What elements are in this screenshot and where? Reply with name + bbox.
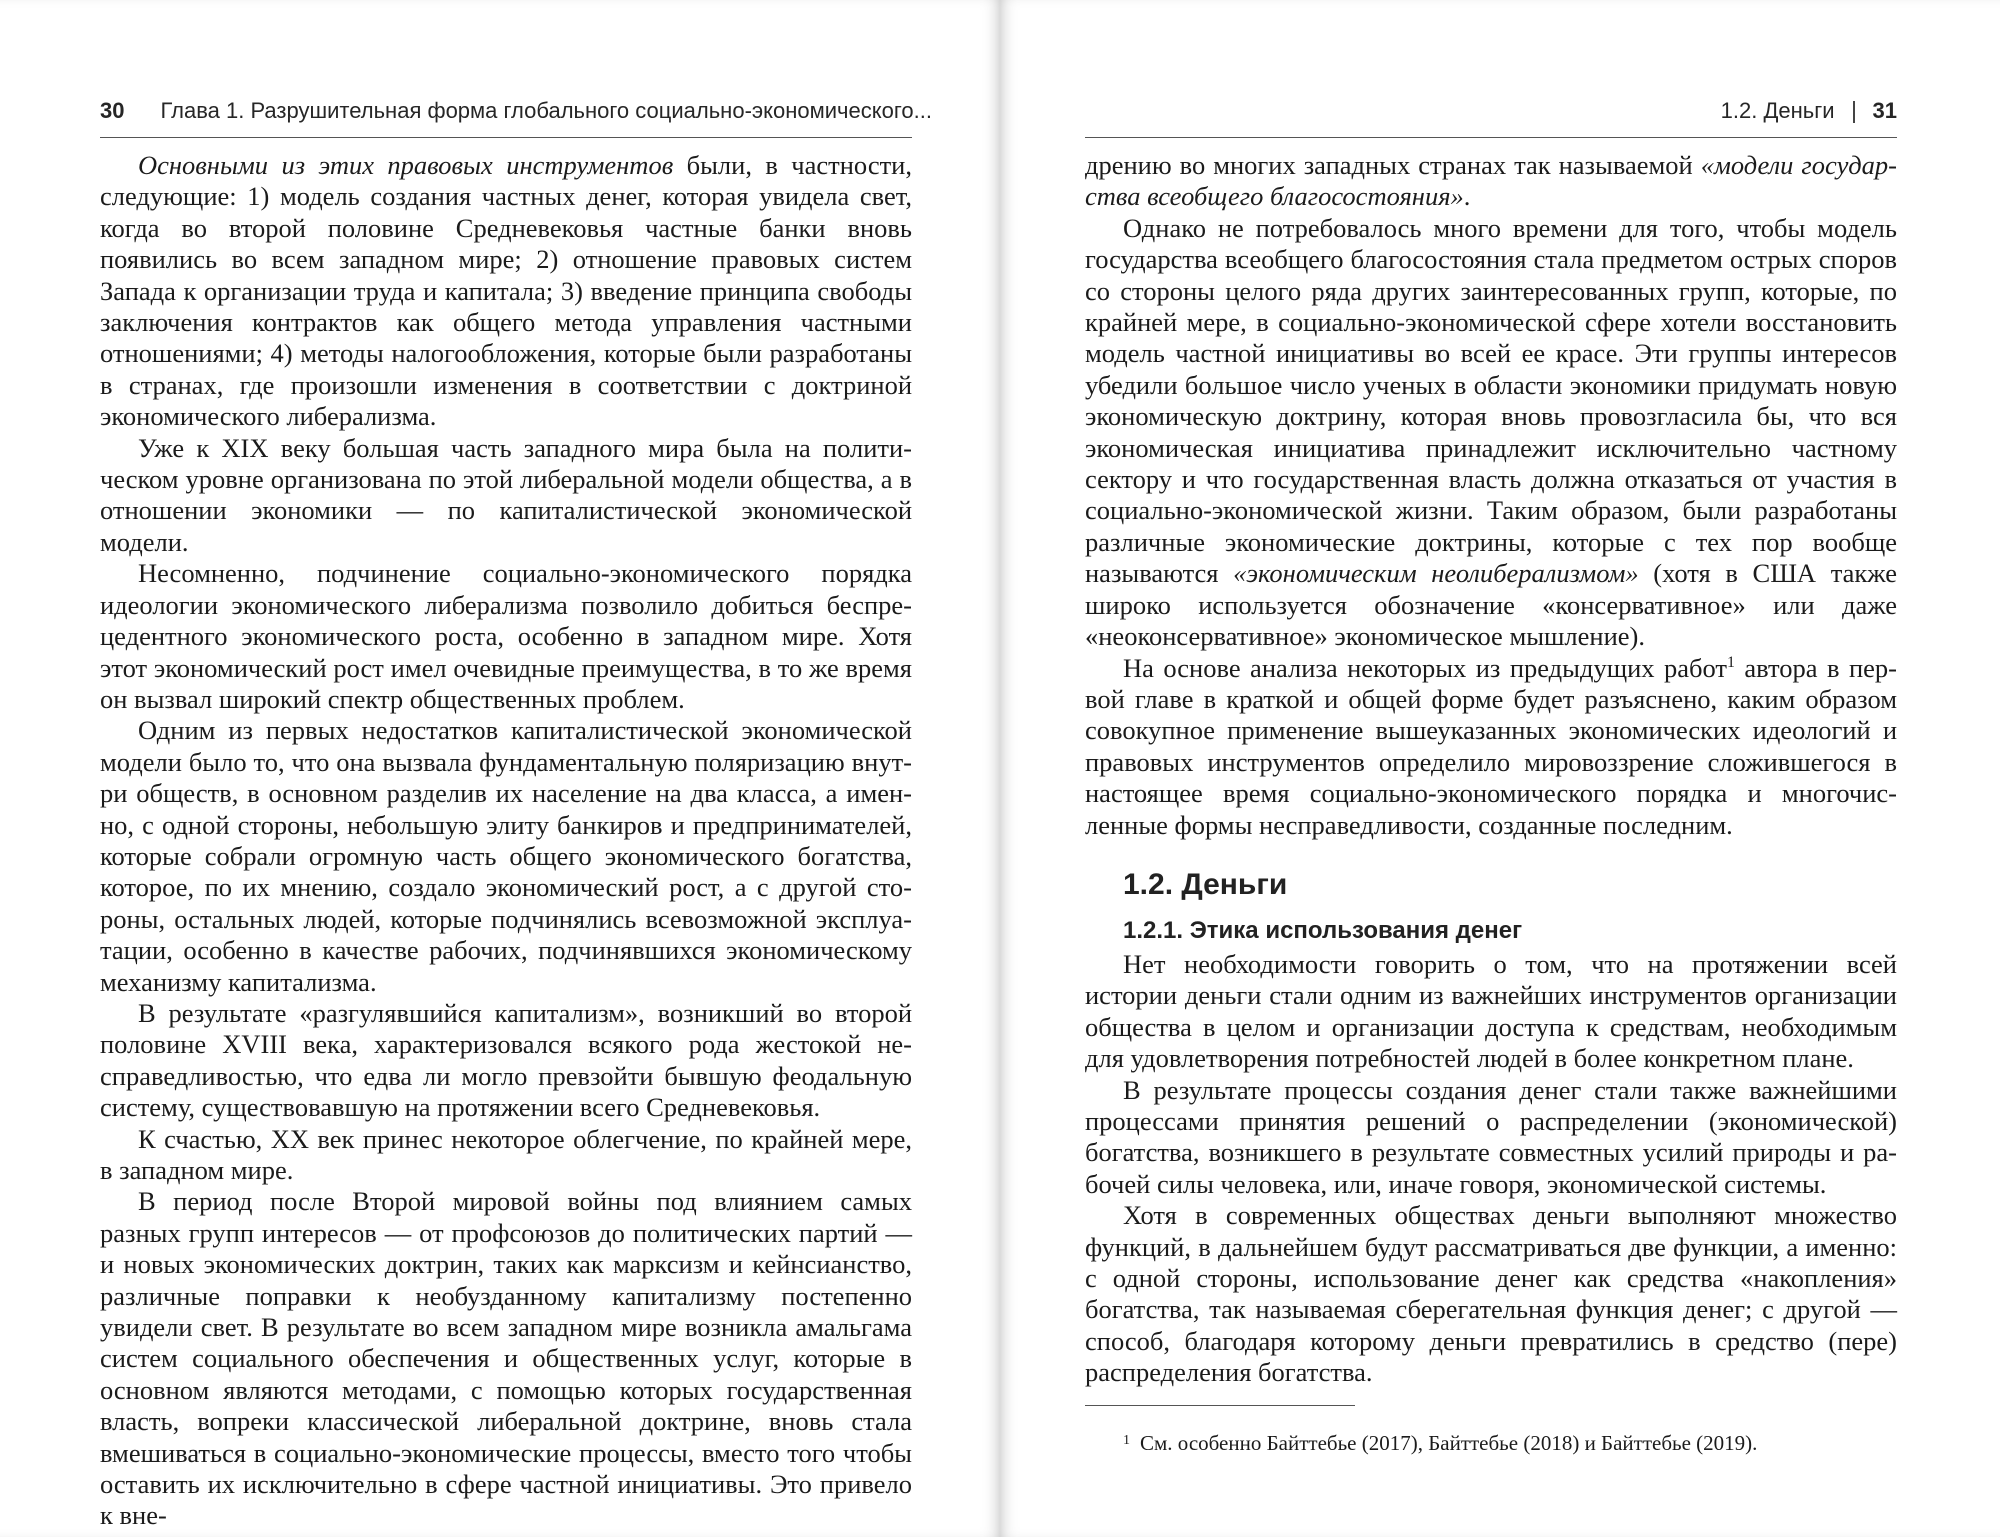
italic-phrase: «модели государства всеобщего благосостояния»	[1085, 150, 1897, 212]
footnote-divider	[1085, 1405, 1355, 1406]
footnote-reference[interactable]: 1	[1727, 653, 1735, 671]
chapter-title: Глава 1. Разрушительная форма глобального социально-экономического...	[160, 98, 932, 123]
section-heading: 1.2. Деньги	[1123, 867, 1288, 901]
footnote-marker: 1	[1123, 1433, 1130, 1448]
paragraph: Хотя в современных обществах деньги выполняют множество функций, в дальнейшем будут рассматриваться две функции, а именно: с одной стороны, использование денег как средства «накопления» богатства, так называемая сберегательная функция денег; с другой — способ, благодаря которому деньги превратились в средство (пере) распределения богатства.	[1085, 1200, 1897, 1388]
running-head-right	[1085, 98, 1897, 138]
italic-phrase: «экономическим неолиберализмом»	[1233, 558, 1639, 589]
header-separator	[1853, 101, 1855, 123]
paragraph: В период после Второй мировой войны под влиянием самых разных групп интересов — от профсоюзов до политических партий — и новых экономических доктрин, таких как марксизм и кейнсианство, различные поправки к необузданному капитализму постепенно увидели свет. В результате во всем западном мире возникла амальгама систем социального обеспечения и общественных услуг, которые в основном являются методами, с помощью которых государственная власть, вопреки классической либеральной доктрине, вновь стала вмешиваться в социально-экономические процессы, вместо того чтобы оставить их исключительно в сфере частной инициативы. Это привело к вне-	[100, 1186, 912, 1531]
footnote-text: См. особенно Байттебье (2017), Байттебье (2018) и Байттебье (2019).	[1140, 1431, 1758, 1455]
paragraph: дрению во многих западных странах так называемой «модели государства всеобщего благосостояния».	[1085, 150, 1897, 212]
subsection-heading: 1.2.1. Этика использования денег	[1123, 916, 1523, 944]
paragraph: Одним из первых недостатков капиталистической экономической модели было то, что она вызвала фундаментальную поляризацию внутри обществ, в основном разделив их население на два класса, а именно, с одной стороны, небольшую элиту банкиров и предпринимателей, которые собрали огромную часть общего экономического богатства, которое, по их мнению, создало экономический рост, а с другой стороны, остальных людей, которые подчинялись всевозможной эксплуатации, особенно в качестве рабочих, подчинявшихся экономическому механизму капитализма.	[100, 715, 912, 997]
page-number-left: 30	[100, 98, 125, 123]
page-number-right: 31	[1872, 98, 1897, 123]
right-page	[1000, 0, 2000, 1537]
paragraph: В результате процессы создания денег стали также важнейшими процессами принятия решений о распределении (экономической) богатства, возникшего в результате совместных усилий природы и рабочей силы человека, или, иначе говоря, экономической системы.	[1085, 1074, 1897, 1199]
paragraph: Основными из этих правовых инструментов были, в частности, следующие: 1) модель создания частных денег, которая увидела свет, когда во второй половине Средневековья частные банки вновь появились во всем западном мире; 2) отношение правовых систем Запада к организации труда и капитала; 3) введение принципа свободы заключения контрактов как общего метода управления частными отношениями; 4) методы налогообложения, которые были разработаны в странах, где произошли изменения в соответствии с доктриной экономического либерализма.	[100, 150, 912, 432]
paragraph: К счастью, XX век принес некоторое облегчение, по крайней мере, в западном мире.	[100, 1123, 912, 1185]
paragraph: Однако не потребовалось много времени для того, чтобы модель государства всеобщего благосостояния стала предметом острых споров со стороны целого ряда других заинтересованных групп, которые, по крайней мере, в социально-экономической сфере хотели восстановить модель частной инициативы во всей ее красе. Эти группы интересов убедили большое число ученых в области экономики придумать новую экономическую доктрину, которая вновь провозгласила бы, что вся экономическая инициатива принадлежит исключительно частному сектору и что государственная власть должна отказаться от участия в социально-экономической жизни. Таким образом, были разработаны различные экономические доктрины, которые с тех пор вообще называются «экономическим неолиберализмом» (хотя в США также широко используется обозначение «консервативное» или даже «неоконсервативное» экономическое мышление).	[1085, 212, 1897, 652]
paragraph: Нет необходимости говорить о том, что на протяжении всей истории деньги стали одним из важнейших инструментов организации общества в целом и организации доступа к средствам, необходимым для удовлетворения потребностей людей в более конкретном плане.	[1085, 948, 1897, 1074]
paragraph: На основе анализа некоторых из предыдущих работ$^1$ автора в первой главе в краткой и общей форме будет разъяснено, каким образом совокупное применение вышеуказанных экономических идеологий и правовых инструментов определило мировоззрение сложившегося в настоящее время социально-экономического порядка и многочисленные формы несправедливости, созданные последним.	[1085, 652, 1897, 840]
footnote	[1123, 1428, 1897, 1456]
paragraph: Уже к XIX веку большая часть западного мира была на политическом уровне организована по этой либеральной модели общества, а в отношении экономики — по капиталистической экономической модели.	[100, 432, 912, 557]
section-title: 1.2. Деньги	[1720, 98, 1835, 123]
running-head-left	[100, 98, 932, 138]
left-text-column	[100, 150, 912, 1532]
paragraph: В результате «разгулявшийся капитализм», возникший во второй половине XVIII века, характеризовался всякого рода жестокой несправедливостью, что едва ли могло превзойти бывшую феодальную систему, существовавшую на протяжении всего Средневековья.	[100, 997, 912, 1123]
right-text-column	[1085, 150, 1897, 1389]
italic-phrase: Основными из этих правовых инструментов	[138, 150, 674, 180]
paragraph: Несомненно, подчинение социально-экономического порядка идеологии экономического либерализма позволило добиться беспрецедентного экономического роста, особенно в западном мире. Хотя этот экономический рост имел очевидные преимущества, в то же время он вызвал широкий спектр общественных проблем.	[100, 558, 912, 714]
